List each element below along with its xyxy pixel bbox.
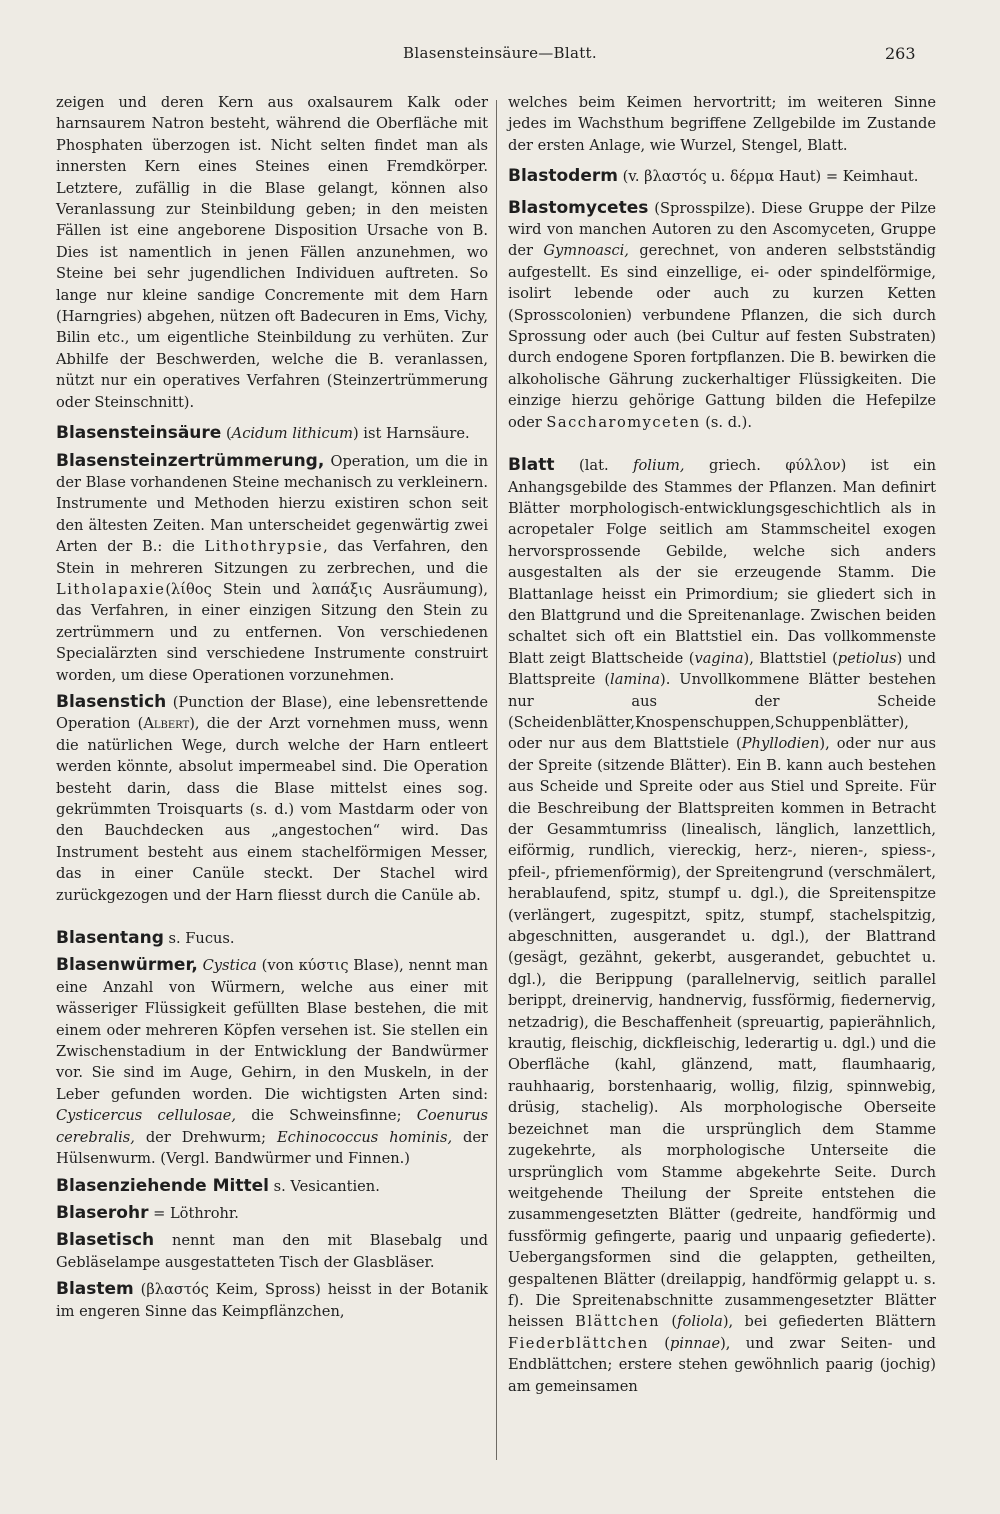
intro-paragraph-right: welches beim Keimen hervortritt; im weiteren Sinne jedes im Wachsthum begriffene Zellgebilde im Zustande der ersten Anlage, wie Wurzel, Stengel, Blatt.	[508, 94, 936, 154]
page-number: 263	[885, 44, 916, 63]
entry-blastem: Blastem (βλαστός Keim, Spross) heisst in der Botanik im engeren Sinne das Keimpflänzchen,	[56, 1279, 488, 1320]
headword: Blasenstich	[56, 691, 167, 712]
entry-blasensteinzertruemmerung: Blasensteinzertrümmerung, Operation, um die in der Blase vorhandenen Steine mechanisch zu verkleinern. Instrumente und Methoden hierzu existiren schon seit den ältesten Zeiten. Man unterscheidet gegenwärtig zwei Arten der B.: die Lithothrypsie, das Verfahren, den Stein in mehreren Sitzungen zu zerbrechen, und die Litholapaxie(λίθος Stein und λαπάξις Ausräumung), das Verfahren, in einer einzigen Sitzung den Stein zu zertrümmern und zu entfernen. Von verschiedenen Specialärzten sind verschiedene Instrumente construirt worden, um diese Operationen vorzunehmen.	[56, 450, 488, 684]
entry-blastoderm: Blastoderm (v. βλαστός u. δέρμα Haut) = Keimhaut.	[508, 166, 919, 187]
headword: Blasensteinzertrümmerung,	[56, 450, 325, 471]
running-title: Blasensteinsäure—Blatt.	[403, 44, 597, 62]
column-divider	[496, 100, 497, 1460]
entry-blasensteinsaeure: Blasensteinsäure (Acidum lithicum) ist Harnsäure.	[56, 423, 470, 444]
headword: Blasetisch	[56, 1230, 155, 1251]
headword: Blasenziehende Mittel	[56, 1175, 269, 1196]
entry-blatt: Blatt (lat. folium, griech. φύλλον) ist ein Anhangsgebilde des Stammes der Pflanzen. Man definirt Blätter morphologisch-entwicklungsgeschichtlich als in acropetaler Folge seitlich am Stammscheitel exogen hervorsprossende Gebilde, welche sich anders ausgestalten als der sie erzeugende Stamm. Die Blattanlage heisst ein Primordium; sie gliedert sich in den Blattgrund und die Spreitenanlage. Zwischen beiden schaltet sich oft ein Blattstiel ein. Das vollkommenste Blatt zeigt Blattscheide (vagina), Blattstiel (petiolus) und Blattspreite (lamina). Unvollkommene Blätter bestehen nur aus der Scheide (Scheidenblätter,Knospenschuppen,Schuppenblätter), oder nur aus dem Blattstiele (Phyllodien), oder nur aus der Spreite (sitzende Blätter). Ein B. kann auch bestehen aus Scheide und Spreite oder aus Stiel und Spreite. Für die Beschreibung der Blattspreiten kommen in Betracht der Gesammtumriss (linealisch, länglich, lanzettlich, eiförmig, rundlich, viereckig, herz-, nieren-, spiess-, pfeil-, pfriemenförmig), der Spreitengrund (verschmälert, herablaufend, spitz, stumpf u. dgl.), die Spreitenspitze (verlängert, zugespitzt, spitz, stumpf, stachelspitzig, abgeschnitten, ausgerandet u. dgl.), der Blattrand (gesägt, gezähnt, gekerbt, ausgerandet, gebuchtet u. dgl.), die Berippung (parallelnervig, seitlich parallel berippt, dreinervig, handnervig, fussförmig, fiedernervig, netzadrig), die Beschaffenheit (spreuartig, papierähnlich, krautig, fleischig, dickfleischig, lederartig u. dgl.) und die Oberfläche (kahl, glänzend, matt, flaumhaarig, rauhhaarig, borstenhaarig, wollig, filzig, spinnwebig, drüsig, stachelig). Als morphologische Oberseite bezeichnet man die ursprünglich dem Stamme zugekehrte, als morphologische Unterseite die ursprünglich vom Stamme abgekehrte Seite. Durch weitgehende Theilung der Spreite entstehen die zusammengesetzten Blätter (gedreite, handförmig und fussförmig gefingerte, paarig und unpaarig gefiederte). Uebergangsformen sind die gelappten, getheilten, gespaltenen Blätter (dreilappig, handförmig gelappt u. s. f). Die Spreitenabschnitte zusammengesetzter Blätter heissen Blättchen (foliola), bei gefiederten Blättern Fiederblättchen (pinnae), und zwar Seiten- und Endblättchen; erstere stehen gewöhnlich paarig (jochig) am gemeinsamen	[508, 455, 937, 1395]
entry-blasenziehende-mittel: Blasenziehende Mittel s. Vesicantien.	[56, 1175, 380, 1196]
headword: Blastem	[56, 1279, 134, 1300]
entry-blasenwuermer: Blasenwürmer, Cystica (von κύστις Blase), nennt man eine Anzahl von Würmern, welche aus einer mit wässeriger Flüssigkeit gefüllten Blase bestehen, die mit einem oder mehreren Köpfen versehen ist. Sie stellen ein Zwischenstadium in der Entwicklung der Bandwürmer vor. Sie sind im Auge, Gehirn, in den Muskeln, in der Leber gefunden worden. Die wichtigsten Arten sind: Cysticercus cellulosae, die Schweinsfinne; Coenurus cerebralis, der Drehwurm; Echinococcus hominis, der Hülsenwurm. (Vergl. Bandwürmer und Finnen.)	[56, 955, 488, 1168]
entry-blaserohr: Blaserohr = Löthrohr.	[56, 1202, 239, 1223]
right-column	[508, 92, 936, 1403]
left-column	[56, 92, 488, 1328]
entry-blasetisch: Blasetisch nennt man den mit Blasebalg und Gebläselampe ausgestatteten Tisch der Glasbläser.	[56, 1230, 488, 1271]
headword: Blasentang	[56, 928, 164, 949]
headword: Blasenwürmer,	[56, 955, 198, 976]
headword: Blastoderm	[508, 166, 618, 187]
headword: Blaserohr	[56, 1202, 149, 1223]
entry-blasenstich: Blasenstich (Punction der Blase), eine lebensrettende Operation (Albert), die der Arzt vornehmen muss, wenn die natürlichen Wege, durch welche der Harn entleert werden könnte, absolut impermeabel sind. Die Operation besteht darin, dass die Blase mittelst eines sog. gekrümmten Troisquarts (s. d.) vom Mastdarm oder von den Bauchdecken aus „angestochen“ wird. Das Instrument besteht aus einem stachelförmigen Messer, das in einer Canüle steckt. Der Stachel wird zurückgezogen und der Harn fliesst durch die Canüle ab.	[56, 691, 489, 904]
headword: Blatt	[508, 455, 555, 476]
headword: Blasensteinsäure	[56, 423, 222, 444]
entry-blasentang: Blasentang s. Fucus.	[56, 928, 235, 949]
entry-blastomycetes: Blastomycetes (Sprosspilze). Diese Gruppe der Pilze wird von manchen Autoren zu den Ascomyceten, Gruppe der Gymnoasci, gerechnet, von anderen selbstständig aufgestellt. Es sind einzellige, ei- oder spindelförmige, isolirt lebende oder auch zu kurzen Ketten (Sprosscolonien) verbundene Pflanzen, die sich durch Sprossung oder auch (bei Cultur auf festen Substraten) durch endogene Sporen fortpflanzen. Die B. bewirken die alkoholische Gährung zuckerhaltiger Flüssigkeiten. Die einzige hierzu gehörige Gattung bilden die Hefepilze oder Saccharomyceten (s. d.).	[508, 197, 937, 431]
headword: Blastomycetes	[508, 197, 649, 218]
intro-paragraph-left: zeigen und deren Kern aus oxalsaurem Kalk oder harnsaurem Natron besteht, während die Oberfläche mit Phosphaten überzogen ist. Nicht selten findet man als innersten Kern eines Steines einen Fremdkörper. Letztere, zufällig in die Blase gelangt, können also Veranlassung zur Steinbildung geben; in den meisten Fällen ist eine angeborene Disposition Ursache von B. Dies ist namentlich in jenen Fällen anzunehmen, wo Steine bei sehr jugendlichen Individuen auftreten. So lange nur kleine sandige Concremente mit dem Harn (Harngries) abgehen, nützen oft Badecuren in Ems, Vichy, Bilin etc., um eigentliche Steinbildung zu verhüten. Zur Abhilfe der Beschwerden, welche die B. veranlassen, nützt nur ein operatives Verfahren (Steinzertrümmerung oder Steinschnitt).	[56, 94, 488, 411]
